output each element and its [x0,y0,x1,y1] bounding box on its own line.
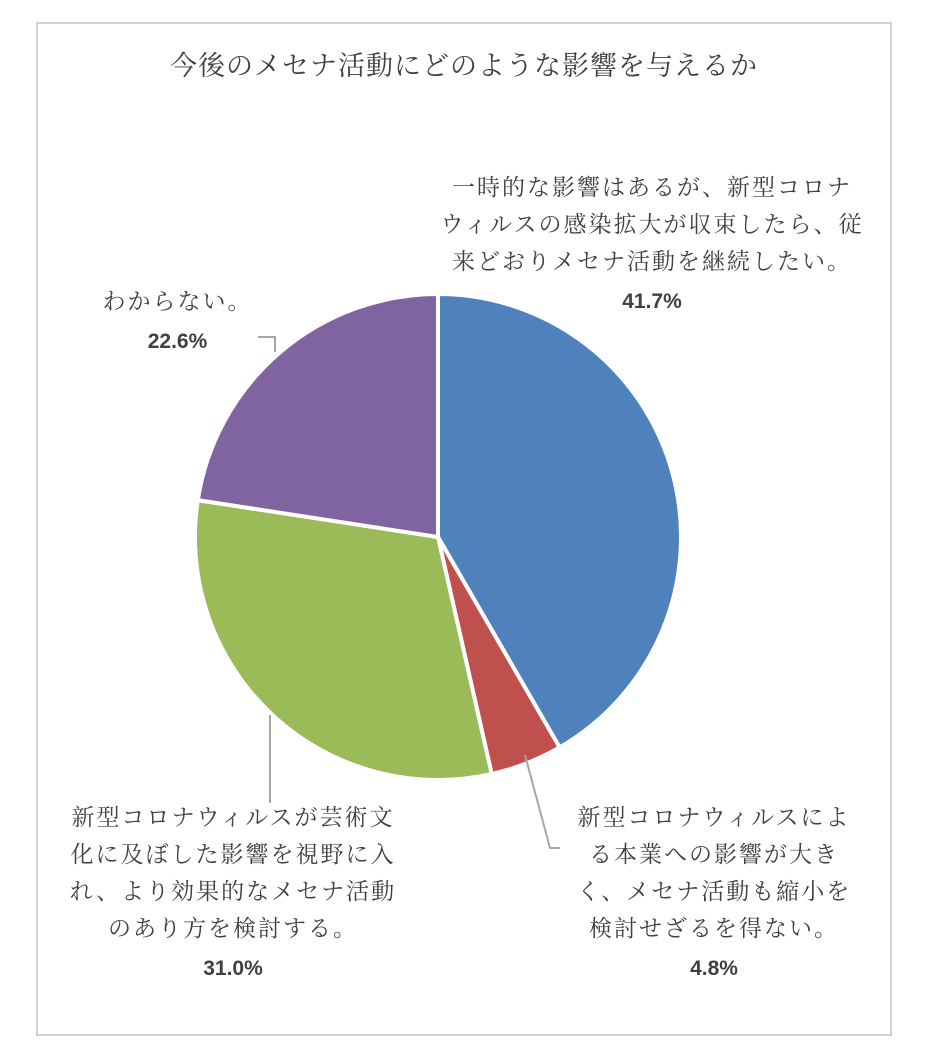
slice-value-scale-down: 4.8% [690,957,738,980]
slice-value-continue: 41.7% [622,290,682,313]
chart-title: 今後のメセナ活動にどのような影響を与えるか [170,51,758,82]
slice-label-scale-down: 新型コロナウィルスによ る本業への影響が大き く、メセナ活動も縮小を 検討せざるを得ない。 4.8% [555,800,873,987]
slice-label-unknown: わからない。 22.6% [90,284,265,360]
slice-value-effective-review: 31.0% [203,957,263,980]
slice-label-continue: 一時的な影響はあるが、新型コロナ ウィルスの感染拡大が収束したら、従 来どおりメセナ活動を継続したい。 41.7% [418,170,886,320]
slice-value-unknown: 22.6% [147,330,208,353]
slice-label-effective-review: 新型コロナウィルスが芸術文 化に及ぼした影響を視野に入 れ、より効果的なメセナ活動 のあり方を検討する。 31.0% [48,800,418,987]
